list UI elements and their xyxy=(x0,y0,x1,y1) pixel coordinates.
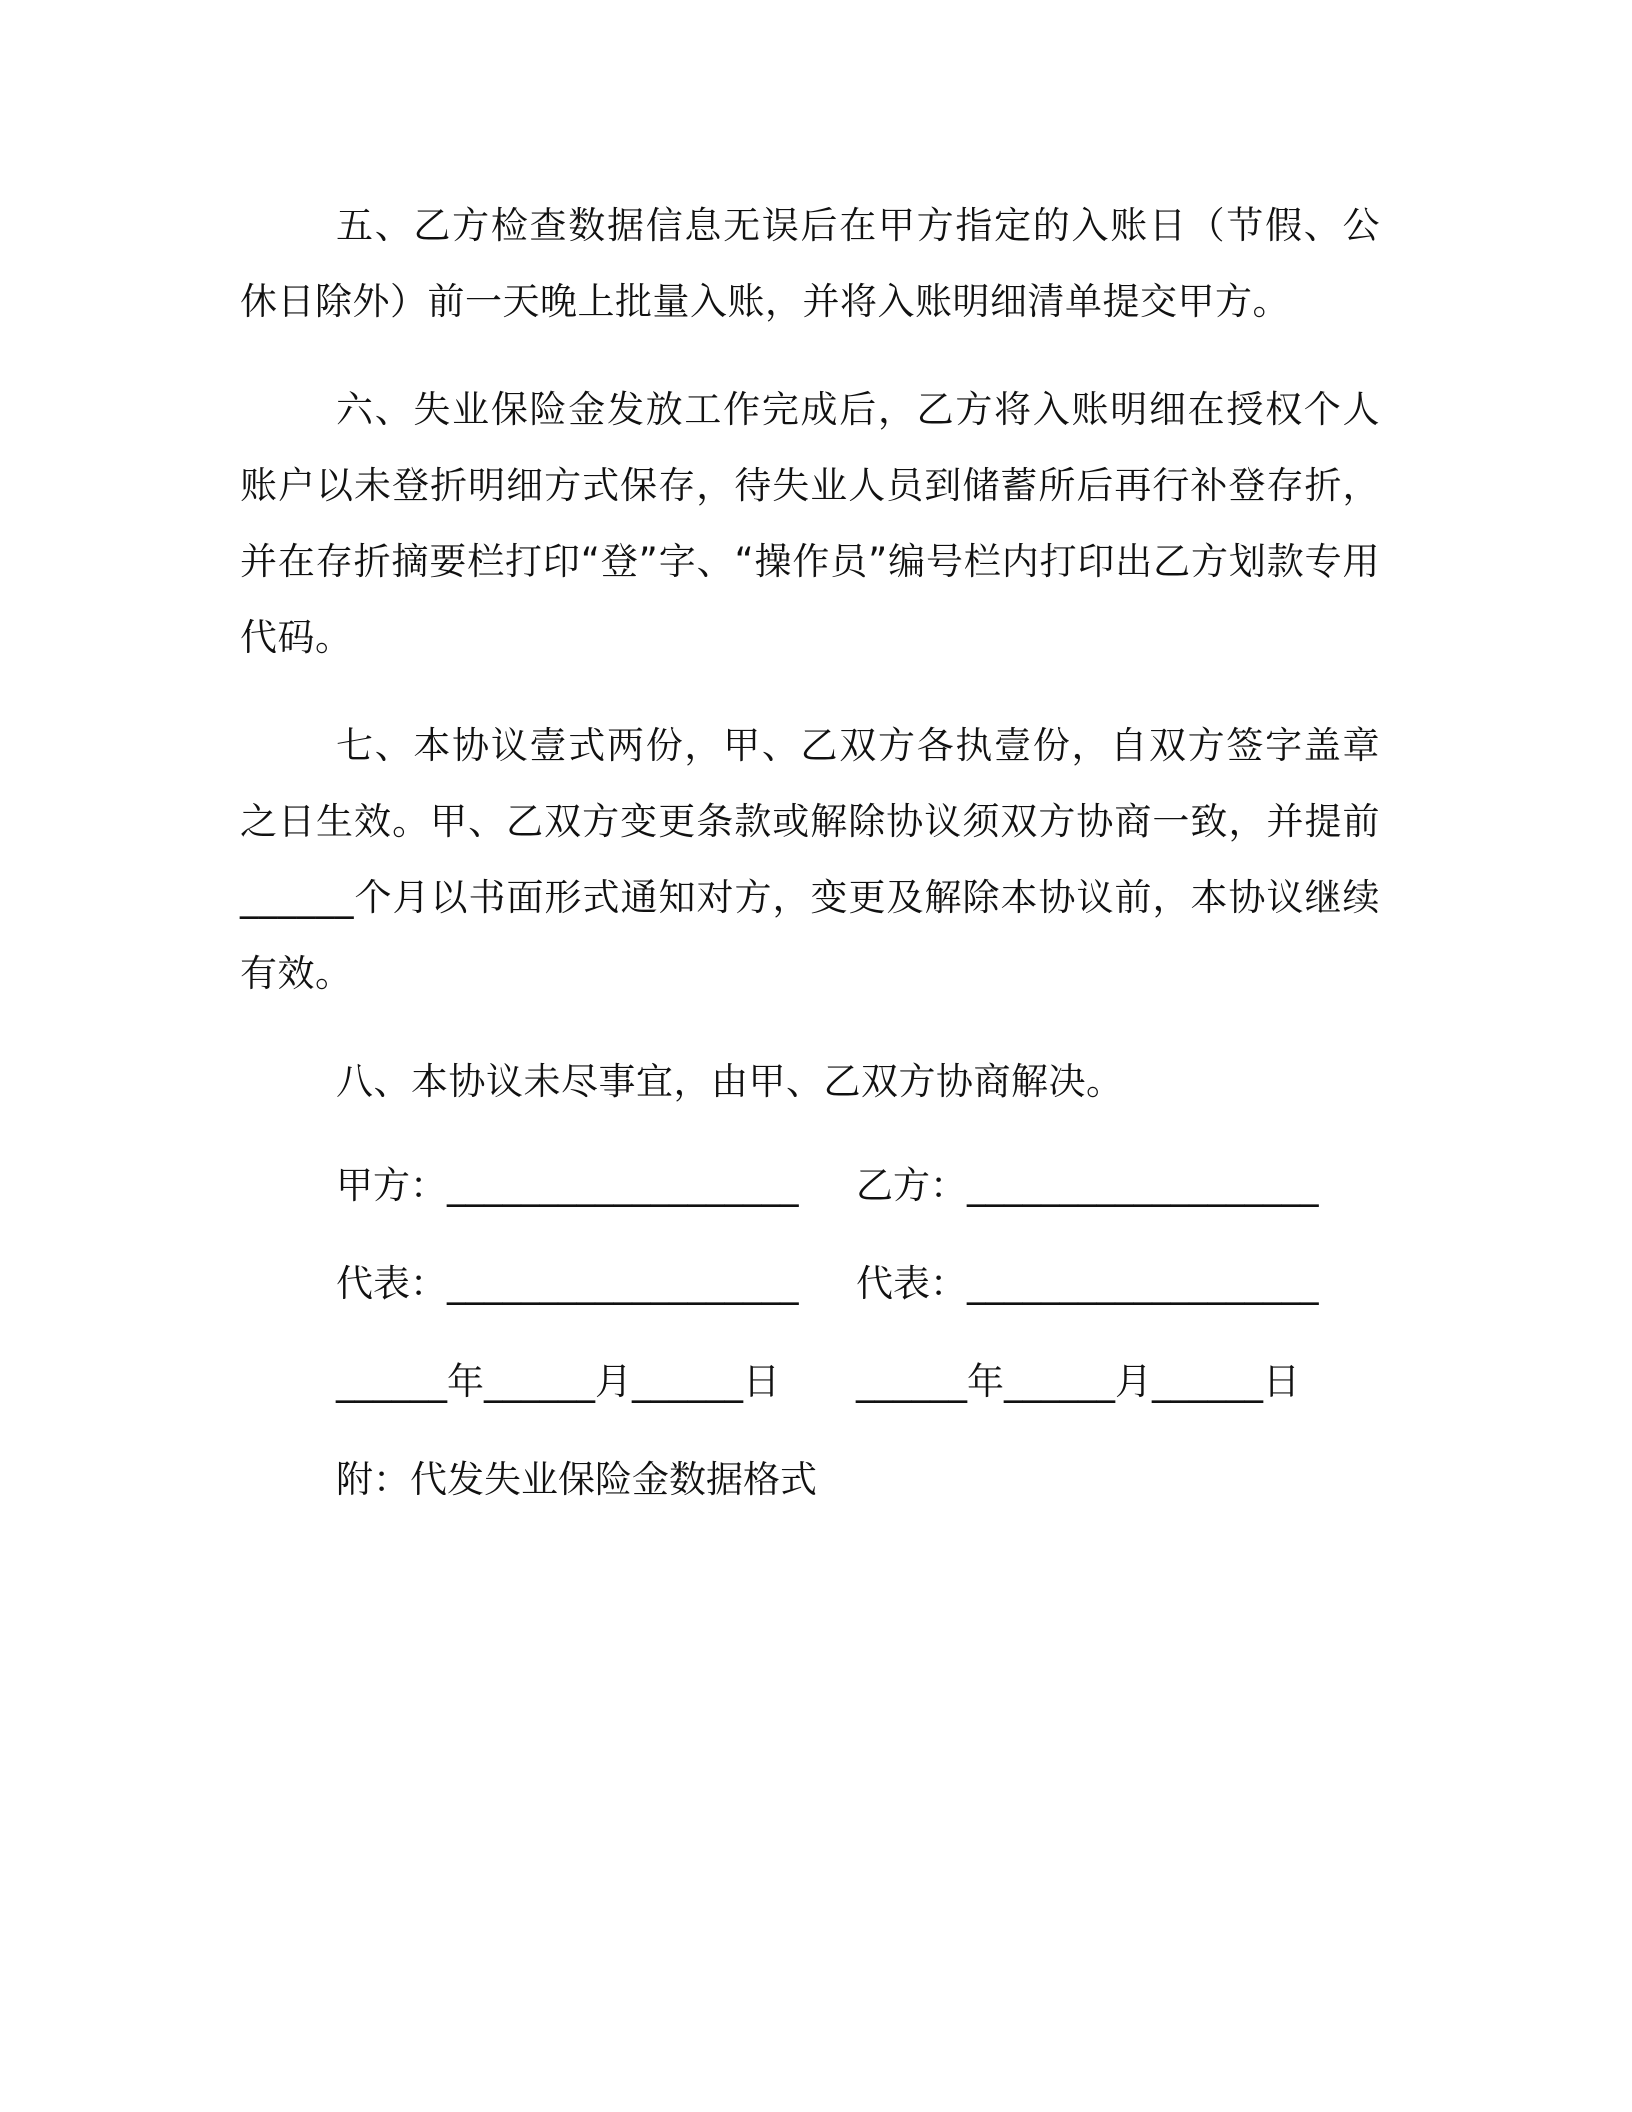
clause-six: 六、失业保险金发放工作完成后，乙方将入账明细在授权个人账户以未登折明细方式保存，待失业人员到储蓄所后再行补登存折，并在存折摘要栏打印“登”字、“操作员”编号栏内打印出乙方划款专用代码。 xyxy=(240,388,1380,659)
party-b-date-line: ______年______月______日 xyxy=(856,1360,1300,1403)
party-a-date-line: ______年______月______日 xyxy=(336,1360,780,1403)
party-a-representative-line: 代表：___________________ xyxy=(336,1262,799,1305)
signature-representative-row xyxy=(336,1254,1380,1352)
clause-seven: 七、本协议壹式两份，甲、乙双方各执壹份，自双方签字盖章之日生效。甲、乙双方变更条款或解除协议须双方协商一致，并提前______个月以书面形式通知对方，变更及解除本协议前，本协议继续有效。 xyxy=(240,724,1380,995)
clause-eight: 八、本协议未尽事宜，由甲、乙双方协商解决。 xyxy=(336,1060,1124,1103)
party-b-signature-line: 乙方：___________________ xyxy=(856,1164,1319,1207)
party-a-signature-line: 甲方：___________________ xyxy=(336,1164,799,1207)
document-body xyxy=(240,188,1380,1510)
party-b-representative-line: 代表：___________________ xyxy=(856,1262,1319,1305)
clause-five: 五、乙方检查数据信息无误后在甲方指定的入账日（节假、公休日除外）前一天晚上批量入账，并将入账明细清单提交甲方。 xyxy=(240,204,1380,323)
attachment-note: 附：代发失业保险金数据格式 xyxy=(336,1458,817,1501)
signature-party-row xyxy=(336,1156,1380,1254)
signature-date-row xyxy=(336,1352,1380,1450)
